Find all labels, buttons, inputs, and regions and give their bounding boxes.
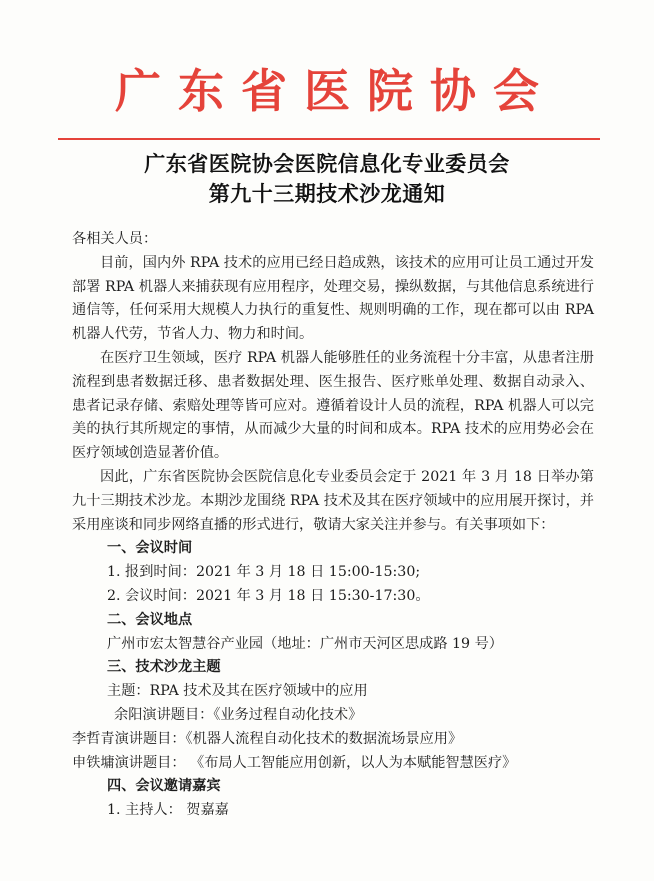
list-item: 广州市宏太智慧谷产业园（地址：广州市天河区思成路 19 号） bbox=[107, 635, 503, 652]
list-item: 2. 会议时间：2021 年 3 月 18 日 15:30-17:30。 bbox=[107, 587, 430, 604]
speaker-item: 申铁墉演讲题目： 《布局人工智能应用创新，以人为本赋能智慧医疗》 bbox=[72, 754, 517, 771]
speaker-item: 余阳演讲题目：《业务过程自动化技术》 bbox=[114, 706, 363, 723]
notice-body bbox=[72, 228, 594, 823]
document-title-line1: 广东省医院协会医院信息化专业委员会 bbox=[144, 151, 510, 176]
paragraph-rpa-intro: 目前，国内外 RPA 技术的应用已经日趋成熟，该技术的应用可让员工通过开发部署 RPA 机器人来捕获现有应用程序，处理交易，操纵数据，与其他信息系统进行通信等，任何采用大规模人力执行的重复性、规则明确的工作，现在都可以由 RPA 机器人代劳，节省人力、物力和时间。 bbox=[72, 254, 594, 343]
letterhead-rule bbox=[58, 138, 600, 140]
list-item: 1. 主持人： 贺嘉嘉 bbox=[107, 802, 229, 819]
paragraph-healthcare: 在医疗卫生领域，医疗 RPA 机器人能够胜任的业务流程十分丰富，从患者注册流程到患者数据迁移、患者数据处理、医生报告、医疗账单处理、数据自动录入、患者记录存储、索赔处理等皆可应对。遵循着设计人员的流程，RPA 机器人可以完美的执行其所规定的事情，从而减少大量的时间和成本。RPA 技术的应用势必会在医疗领域创造显著价值。 bbox=[72, 349, 594, 462]
paragraph-announcement: 因此，广东省医院协会医院信息化专业委员会定于 2021 年 3 月 18 日举办第九十三期技术沙龙。本期沙龙围绕 RPA 技术及其在医疗领域中的应用展开探讨，并采用座谈和同步网络直播的形式进行，敬请大家关注并参与。有关事项如下： bbox=[72, 468, 594, 533]
section-heading-guests: 四、会议邀请嘉宾 bbox=[107, 778, 221, 795]
list-item: 1. 报到时间：2021 年 3 月 18 日 15:00-15:30; bbox=[107, 564, 421, 581]
speaker-item: 李哲青演讲题目：《机器人流程自动化技术的数据流场景应用》 bbox=[72, 730, 463, 747]
section-heading-location: 二、会议地点 bbox=[107, 611, 193, 628]
section-heading-time: 一、会议时间 bbox=[107, 540, 193, 557]
section-heading-theme: 三、技术沙龙主题 bbox=[107, 659, 221, 676]
document-title-line2: 第九十三期技术沙龙通知 bbox=[208, 181, 446, 206]
letterhead-org-name: 广东省医院协会 bbox=[115, 64, 556, 118]
salutation: 各相关人员： bbox=[72, 231, 158, 247]
salon-topic: 主题：RPA 技术及其在医疗领域中的应用 bbox=[107, 683, 368, 700]
